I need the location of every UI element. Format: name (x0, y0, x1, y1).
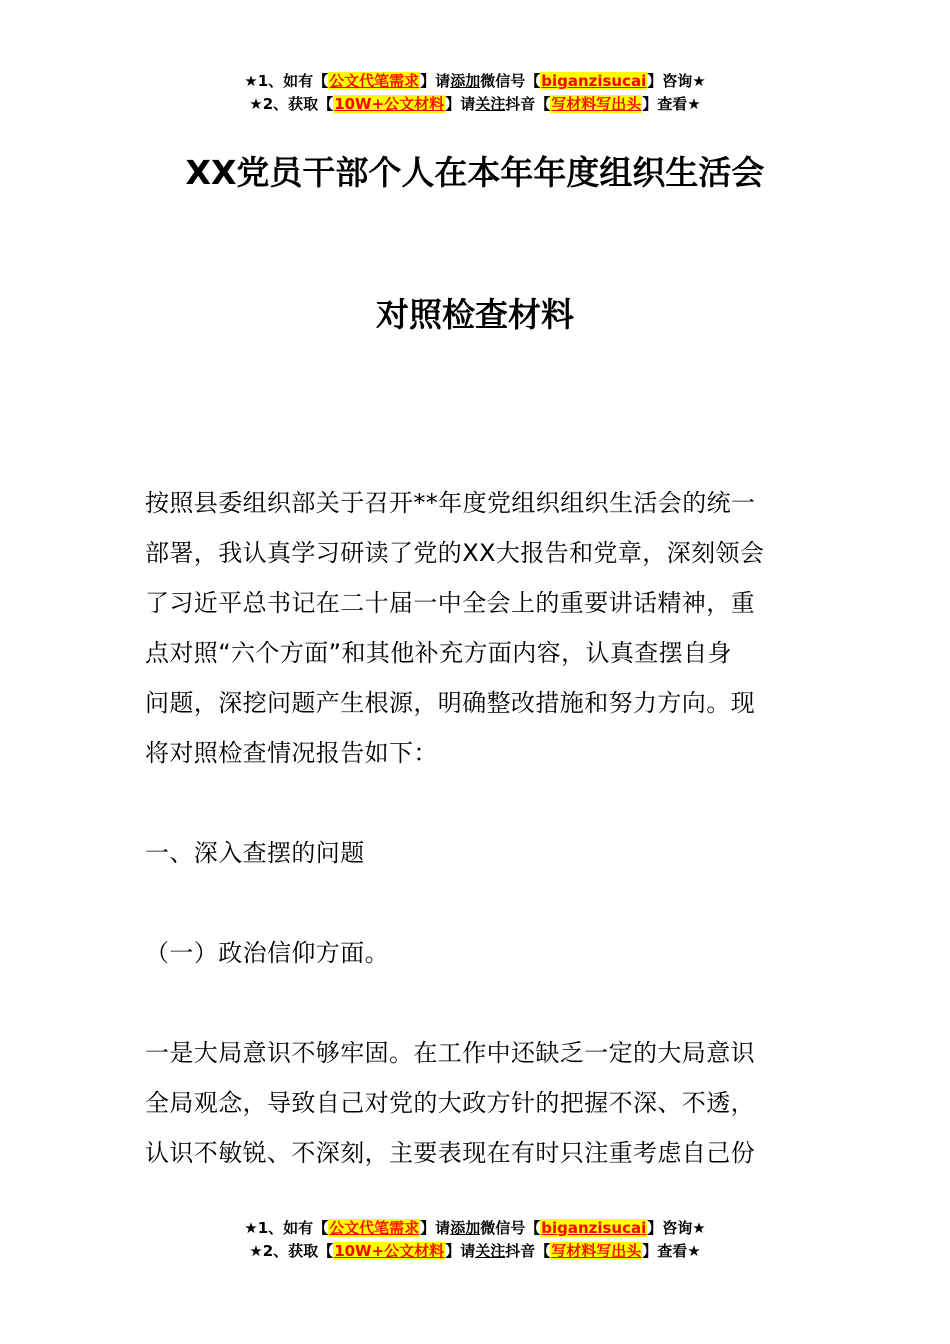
paragraph-line: 将对照检查情况报告如下： (145, 739, 438, 767)
promo-banner-top (0, 70, 950, 116)
paragraph-line: 了习近平总书记在二十届一中全会上的重要讲话精神，重 (145, 589, 755, 617)
document-title: XX党员干部个人在本年年度组织生活会 (185, 153, 765, 192)
promo-highlight: 写材料写出头 (551, 1242, 642, 1260)
promo-highlight: 公文代笔需求 (329, 72, 420, 90)
promo-text: 】请 (445, 95, 476, 113)
promo-text: ★2、获取【 (249, 1242, 334, 1260)
subsection-heading-text: （一）政治信仰方面。 (145, 939, 389, 967)
promo-text: ★2、获取【 (249, 95, 334, 113)
promo-highlight: biganzisucai (541, 1219, 647, 1237)
promo-text: 】请 (420, 72, 451, 90)
promo-line-2 (0, 1240, 950, 1263)
promo-highlight: 10W+公文材料 (334, 95, 445, 113)
promo-banner-bottom (0, 1217, 950, 1263)
promo-line-2 (0, 93, 950, 116)
intro-paragraph (145, 478, 810, 778)
promo-text: 抖音【 (505, 1242, 551, 1260)
promo-line-1 (0, 70, 950, 93)
promo-text: 】咨询★ (647, 1219, 706, 1237)
section-heading-text: 一、深入查摆的问题 (145, 839, 365, 867)
document-subtitle: 对照检查材料 (376, 295, 574, 334)
promo-highlight: 公文代笔需求 (329, 1219, 420, 1237)
promo-underlined: 关注 (475, 1242, 506, 1260)
promo-text: 抖音【 (505, 95, 551, 113)
section-heading (145, 828, 810, 878)
paragraph-line: 部署，我认真学习研读了党的XX大报告和党章，深刻领会 (145, 539, 765, 567)
paragraph-line: 问题，深挖问题产生根源，明确整改措施和努力方向。现 (145, 689, 755, 717)
paragraph-line: 点对照“六个方面”和其他补充方面内容，认真查摆自身 (145, 639, 732, 667)
body-paragraph (145, 1028, 810, 1178)
promo-text: 】咨询★ (647, 72, 706, 90)
paragraph-line: 一是大局意识不够牢固。在工作中还缺乏一定的大局意识 (145, 1039, 755, 1067)
promo-text: 】请 (420, 1219, 451, 1237)
promo-highlight: 写材料写出头 (551, 95, 642, 113)
promo-line-1 (0, 1217, 950, 1240)
promo-underlined: 关注 (475, 95, 506, 113)
promo-underlined: 添加 (450, 72, 481, 90)
paragraph-line: 认识不敏锐、不深刻，主要表现在有时只注重考虑自己份 (145, 1139, 755, 1167)
promo-text: ★1、如有【 (244, 72, 329, 90)
promo-text: 微信号【 (480, 1219, 541, 1237)
promo-text: 微信号【 (480, 72, 541, 90)
paragraph-line: 按照县委组织部关于召开**年度党组织组织生活会的统一 (145, 489, 756, 517)
promo-highlight: biganzisucai (541, 72, 647, 90)
promo-text: 】请 (445, 1242, 476, 1260)
promo-text: ★1、如有【 (244, 1219, 329, 1237)
promo-highlight: 10W+公文材料 (334, 1242, 445, 1260)
promo-text: 】查看★ (642, 1242, 701, 1260)
promo-underlined: 添加 (450, 1219, 481, 1237)
paragraph-line: 全局观念，导致自己对党的大政方针的把握不深、不透， (145, 1089, 755, 1117)
promo-text: 】查看★ (642, 95, 701, 113)
subsection-heading (145, 928, 810, 978)
